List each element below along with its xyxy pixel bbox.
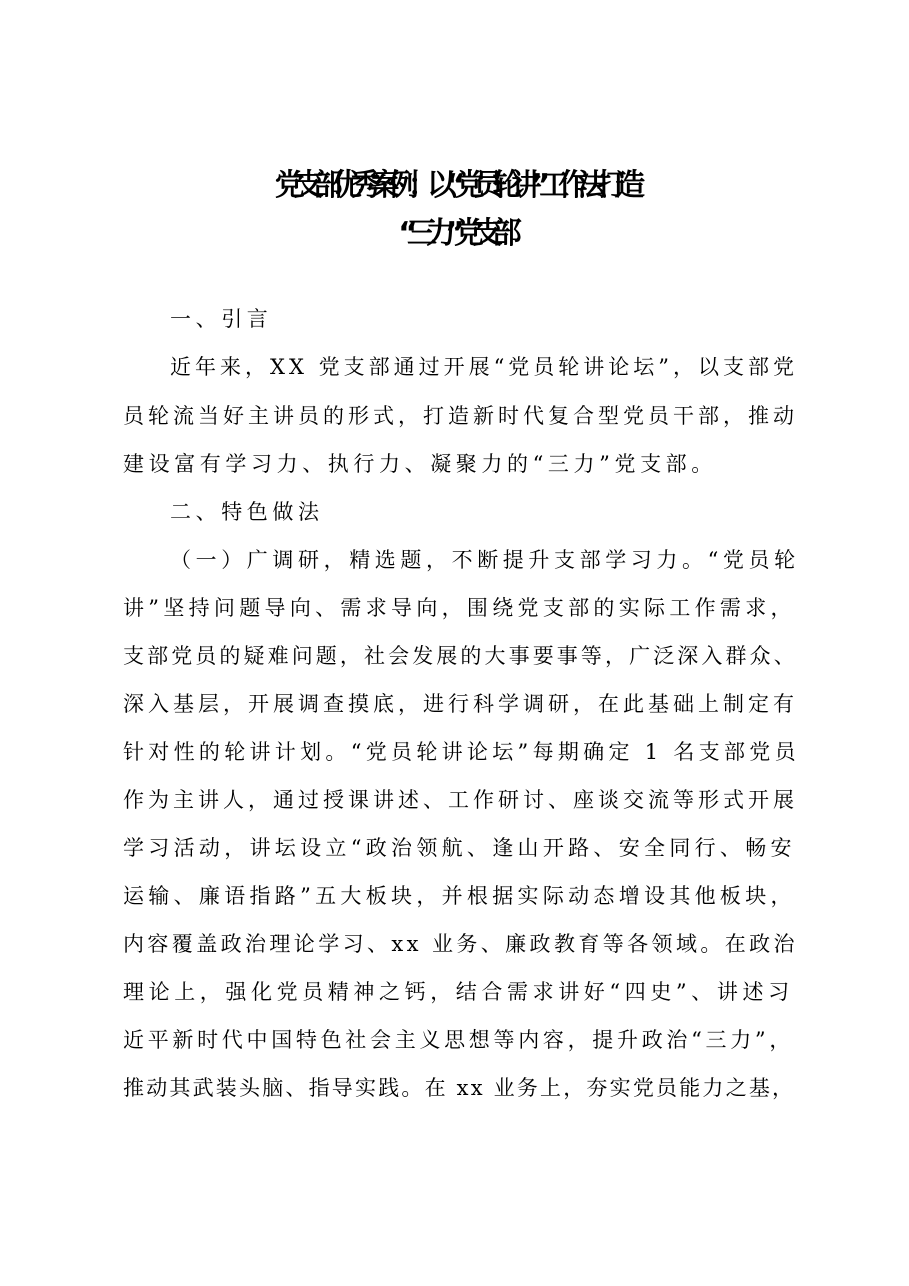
paragraph-2-line-5: 针对性的轮讲计划。“党员轮讲论坛”每期确定 1 名支部党员 bbox=[123, 740, 800, 764]
paragraph-2-line-11: 近平新时代中国特色社会主义思想等内容，提升政治“三力”， bbox=[123, 1028, 795, 1052]
paragraph-2-line-12: 推动其武装头脑、指导实践。在 xx 业务上，夯实党员能力之基， bbox=[123, 1076, 796, 1100]
document-title-line-2: “三力”党支部 bbox=[398, 216, 511, 251]
paragraph-2-line-6: 作为主讲人，通过授课讲述、工作研讨、座谈交流等形式开展 bbox=[123, 788, 798, 812]
paragraph-2-line-10: 理论上，强化党员精神之钙，结合需求讲好“四史”、讲述习 bbox=[123, 980, 794, 1004]
paragraph-2-line-2: 讲”坚持问题导向、需求导向，围绕党支部的实际工作需求， bbox=[123, 596, 796, 620]
paragraph-2-line-9: 内容覆盖政治理论学习、xx 业务、廉政教育等各领域。在政治 bbox=[123, 932, 798, 956]
paragraph-2-line-7: 学习活动，讲坛设立“政治领航、逢山开路、安全同行、畅安 bbox=[123, 836, 796, 860]
paragraph-1-line-1: 近年来，XX 党支部通过开展“党员轮讲论坛”，以支部党 bbox=[170, 355, 799, 379]
paragraph-2-line-3: 支部党员的疑难问题，社会发展的大事要事等，广泛深入群众、 bbox=[123, 644, 798, 668]
paragraph-2-line-8: 运输、廉语指路”五大板块，并根据实际动态增设其他板块， bbox=[123, 884, 796, 908]
paragraph-2-line-1: （一）广调研，精选题，不断提升支部学习力。“党员轮 bbox=[170, 548, 800, 572]
document-title-line-1: 党支部优秀案例：以“党员轮讲”工作法打造 bbox=[274, 168, 635, 203]
paragraph-1-line-3: 建设富有学习力、执行力、凝聚力的“三力”党支部。 bbox=[123, 452, 717, 476]
section-heading-introduction: 一、引言 bbox=[170, 307, 273, 331]
paragraph-2-line-4: 深入基层，开展调查摸底，进行科学调研，在此基础上制定有 bbox=[123, 692, 798, 716]
section-heading-practices: 二、特色做法 bbox=[170, 500, 324, 524]
paragraph-1-line-2: 员轮流当好主讲员的形式，打造新时代复合型党员干部，推动 bbox=[123, 404, 798, 428]
